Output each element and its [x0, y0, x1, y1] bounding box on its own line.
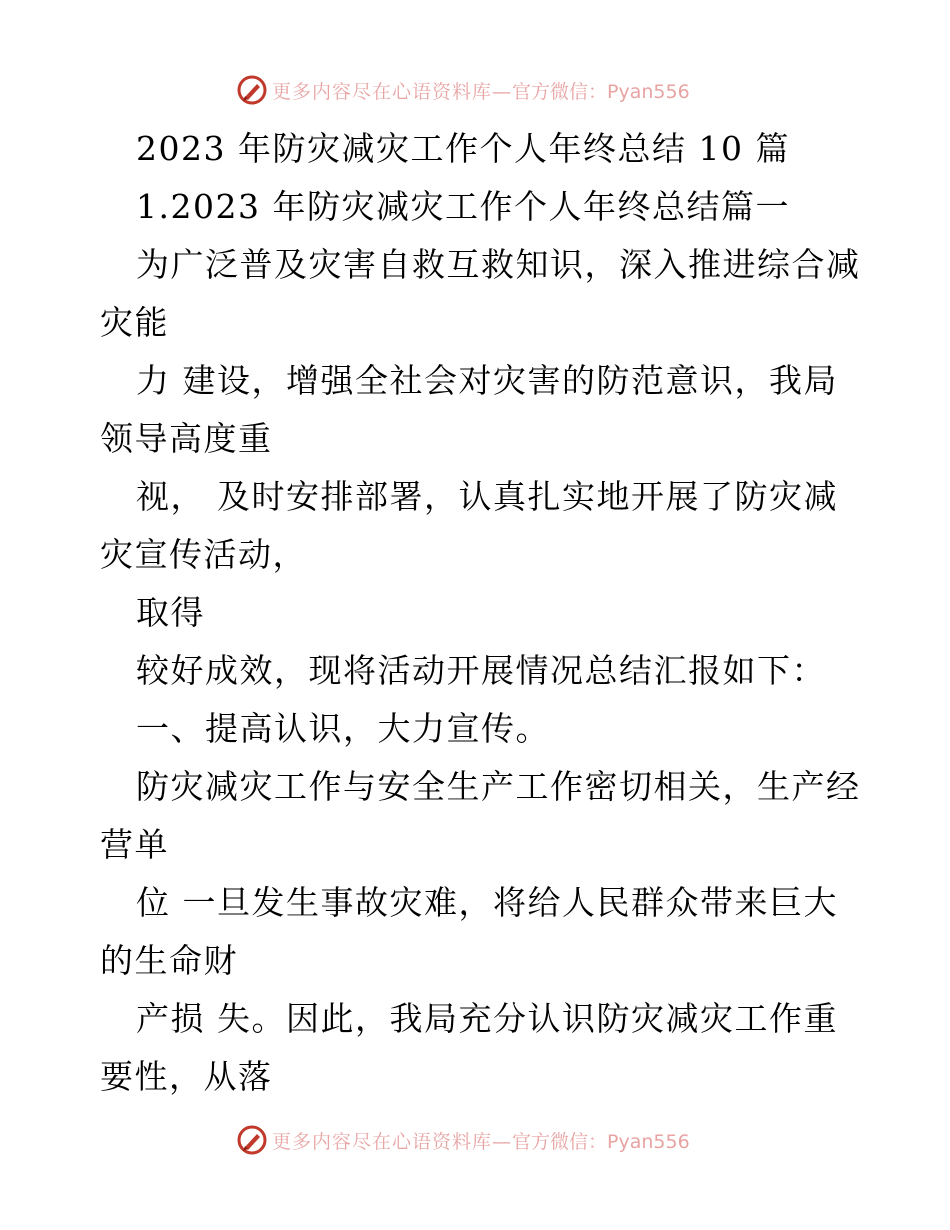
text-line: 要性，从落 [100, 1057, 273, 1096]
watermark-contact: 官方微信：Pyan556 [512, 80, 690, 103]
watermark-text: 更多内容尽在心语资料库— [272, 1130, 513, 1153]
text-line: 营单 [100, 825, 169, 864]
pen-circle-logo-icon [236, 1124, 268, 1156]
text-line: 产损 失。因此，我局充分认识防灾减灾工作重 [136, 999, 838, 1038]
watermark-footer [236, 1123, 690, 1157]
text-line: 位 一旦发生事故灾难，将给人民群众带来巨大 [136, 883, 838, 922]
pen-circle-logo-icon [236, 74, 268, 106]
text-line: 的生命财 [100, 941, 238, 980]
text-line: 视， 及时安排部署，认真扎实地开展了防灾减 [136, 477, 838, 516]
text-line: 较好成效，现将活动开展情况总结汇报如下： [136, 651, 826, 690]
text-line: 力 建设，增强全社会对灾害的防范意识，我局 [136, 361, 838, 400]
text-line: 灾能 [100, 303, 169, 342]
section-heading: 一、提高认识，大力宣传。 [136, 709, 550, 748]
watermark-text: 更多内容尽在心语资料库— [272, 80, 513, 103]
document-body [100, 120, 860, 1106]
watermark-header [236, 73, 690, 107]
section-heading: 1.2023 年防灾减灾工作个人年终总结篇一 [136, 187, 790, 226]
watermark-contact: 官方微信：Pyan556 [512, 1130, 690, 1153]
text-line: 为广泛普及灾害自救互救知识，深入推进综合减 [136, 245, 861, 284]
text-line: 防灾减灾工作与安全生产工作密切相关，生产经 [136, 767, 861, 806]
text-line: 取得 [136, 593, 205, 632]
text-line: 灾宣传活动， [100, 535, 307, 574]
document-title: 2023 年防灾减灾工作个人年终总结 10 篇 [136, 129, 790, 168]
text-line: 领导高度重 [100, 419, 273, 458]
